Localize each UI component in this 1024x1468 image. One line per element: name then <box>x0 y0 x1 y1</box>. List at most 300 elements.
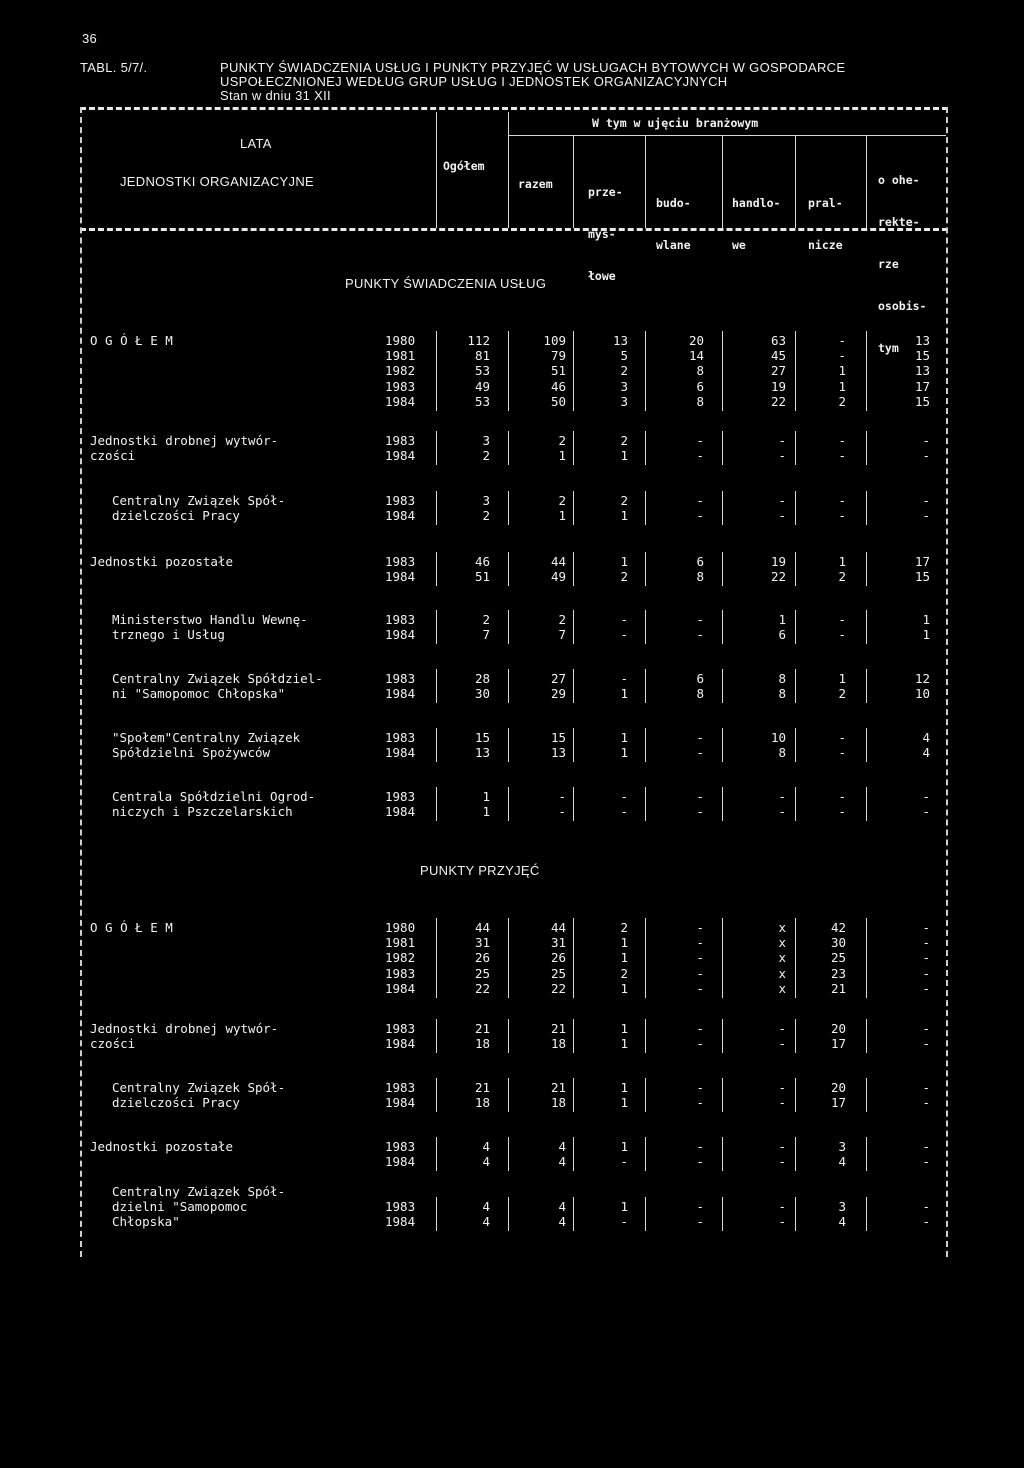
value-cell: 3 <box>838 1199 846 1214</box>
group-label: ni "Samopomoc Chłopska" <box>112 686 286 702</box>
value-cell: 3 <box>838 1139 846 1154</box>
header-przemyslowe-1: prze- <box>588 185 623 199</box>
value-cell: - <box>922 965 930 981</box>
column-rule <box>573 1019 574 1053</box>
value-cell: - <box>558 789 566 804</box>
value-cell: - <box>696 627 704 643</box>
value-cell: - <box>696 1095 704 1111</box>
value-cell: - <box>696 1154 704 1170</box>
value-cell: - <box>696 1080 704 1095</box>
value-cell: 20 <box>688 333 704 348</box>
value-cell: 31 <box>550 935 566 951</box>
column-rule <box>508 552 509 586</box>
year-cell: 1983 <box>385 554 416 569</box>
value-cell: - <box>838 433 846 448</box>
column-rule <box>436 787 437 821</box>
value-cell: 2 <box>620 569 628 585</box>
group-label: O G Ó Ł E M <box>90 920 173 935</box>
column-rule <box>866 610 867 644</box>
value-cell: - <box>838 448 846 464</box>
value-cell: - <box>922 950 930 966</box>
value-cell: 2 <box>620 965 628 981</box>
column-rule <box>573 331 574 411</box>
column-rule <box>508 491 509 525</box>
column-rule <box>795 1197 796 1231</box>
value-cell: 1 <box>620 980 628 996</box>
value-cell: - <box>696 448 704 464</box>
value-cell: - <box>696 1199 704 1214</box>
column-rule <box>866 1197 867 1231</box>
value-cell: 79 <box>550 348 566 364</box>
value-cell: 1 <box>620 554 628 569</box>
column-rule <box>508 1197 509 1231</box>
value-cell: 5 <box>620 348 628 364</box>
value-cell: 15 <box>914 569 930 585</box>
year-cell: 1980 <box>385 920 416 935</box>
value-cell: 3 <box>482 493 490 508</box>
value-cell: - <box>558 804 566 820</box>
value-cell: 2 <box>558 612 566 627</box>
column-rule <box>508 728 509 762</box>
value-cell: 4 <box>558 1214 566 1230</box>
value-cell: 53 <box>474 363 490 379</box>
value-cell: 4 <box>558 1154 566 1170</box>
group-label: Chłopska" <box>112 1214 180 1230</box>
value-cell: 42 <box>830 920 846 935</box>
header-wtym: W tym w ujęciu branżowym <box>592 116 759 130</box>
value-cell: 4 <box>558 1139 566 1154</box>
value-cell: x <box>778 920 786 935</box>
column-rule <box>722 918 723 998</box>
value-cell: - <box>838 612 846 627</box>
header-col-divider <box>866 135 867 228</box>
value-cell: 2 <box>620 920 628 935</box>
year-cell: 1983 <box>385 378 416 394</box>
value-cell: 29 <box>550 686 566 702</box>
value-cell: - <box>838 789 846 804</box>
value-cell: 8 <box>696 569 704 585</box>
value-cell: 1 <box>558 508 566 524</box>
year-cell: 1984 <box>385 1154 416 1170</box>
column-rule <box>866 491 867 525</box>
column-rule <box>645 669 646 703</box>
column-rule <box>436 491 437 525</box>
header-przemyslowe <box>588 157 623 297</box>
value-cell: - <box>696 1021 704 1036</box>
value-cell: - <box>922 1021 930 1036</box>
value-cell: - <box>620 671 628 686</box>
column-rule <box>436 431 437 465</box>
value-cell: 1 <box>620 935 628 951</box>
value-cell: 15 <box>914 393 930 409</box>
year-cell: 1983 <box>385 671 416 686</box>
year-cell: 1984 <box>385 804 416 820</box>
value-cell: 8 <box>696 686 704 702</box>
table-right-border <box>946 107 948 1257</box>
header-pralnicze-1: pral- <box>808 196 843 210</box>
value-cell: 18 <box>474 1095 490 1111</box>
column-rule <box>436 1078 437 1112</box>
value-cell: 4 <box>558 1199 566 1214</box>
table-top-border <box>80 107 948 110</box>
column-rule <box>795 1137 796 1171</box>
year-cell: 1984 <box>385 448 416 464</box>
value-cell: - <box>696 1139 704 1154</box>
column-rule <box>722 1078 723 1112</box>
page-number: 36 <box>82 31 98 46</box>
value-cell: - <box>620 1154 628 1170</box>
header-budowlane-1: budo- <box>656 196 691 210</box>
value-cell: 3 <box>620 393 628 409</box>
column-rule <box>645 787 646 821</box>
group-label: niczych i Pszczelarskich <box>112 804 293 820</box>
value-cell: 8 <box>696 363 704 379</box>
value-cell: 17 <box>914 554 930 569</box>
column-rule <box>795 918 796 998</box>
column-rule <box>795 552 796 586</box>
table-id: TABL. 5/7/. <box>80 60 148 75</box>
value-cell: 49 <box>550 569 566 585</box>
value-cell: x <box>778 950 786 966</box>
value-cell: 2 <box>620 493 628 508</box>
column-rule <box>573 1197 574 1231</box>
column-rule <box>866 787 867 821</box>
value-cell: 20 <box>830 1021 846 1036</box>
value-cell: 21 <box>550 1080 566 1095</box>
column-rule <box>645 1019 646 1053</box>
value-cell: - <box>922 935 930 951</box>
value-cell: 10 <box>914 686 930 702</box>
column-rule <box>866 1078 867 1112</box>
value-cell: - <box>620 804 628 820</box>
column-rule <box>795 1019 796 1053</box>
value-cell: 22 <box>770 393 786 409</box>
column-rule <box>795 787 796 821</box>
year-cell: 1984 <box>385 686 416 702</box>
header-handlowe-2: we <box>732 238 746 252</box>
value-cell: 6 <box>696 554 704 569</box>
value-cell: 1 <box>620 1036 628 1052</box>
value-cell: - <box>838 348 846 364</box>
value-cell: 20 <box>830 1080 846 1095</box>
header-osobistym-5: tym <box>878 341 899 355</box>
group-label: dzielczości Pracy <box>112 1095 240 1111</box>
value-cell: 51 <box>474 569 490 585</box>
value-cell: - <box>778 493 786 508</box>
value-cell: 2 <box>838 393 846 409</box>
value-cell: 21 <box>474 1021 490 1036</box>
section-title-punkty-przyjec: PUNKTY PRZYJĘĆ <box>420 863 540 878</box>
header-col-divider <box>795 135 796 228</box>
value-cell: - <box>696 965 704 981</box>
value-cell: 1 <box>620 950 628 966</box>
value-cell: - <box>838 730 846 745</box>
column-rule <box>722 1137 723 1171</box>
group-label: Jednostki pozostałe <box>90 1139 233 1154</box>
year-cell: 1984 <box>385 627 416 643</box>
header-col-divider <box>436 112 437 228</box>
header-pralnicze-2: nicze <box>808 238 843 252</box>
value-cell: 44 <box>550 554 566 569</box>
value-cell: 22 <box>474 980 490 996</box>
value-cell: - <box>922 433 930 448</box>
value-cell: - <box>922 920 930 935</box>
header-col-divider <box>573 135 574 228</box>
value-cell: 1 <box>620 1095 628 1111</box>
year-cell: 1984 <box>385 508 416 524</box>
value-cell: - <box>696 1036 704 1052</box>
value-cell: 4 <box>482 1139 490 1154</box>
value-cell: 4 <box>482 1154 490 1170</box>
header-jednostki: JEDNOSTKI ORGANIZACYJNE <box>120 174 314 189</box>
column-rule <box>508 787 509 821</box>
column-rule <box>508 1078 509 1112</box>
column-rule <box>866 1137 867 1171</box>
year-cell: 1983 <box>385 1199 416 1214</box>
value-cell: - <box>838 333 846 348</box>
value-cell: - <box>922 448 930 464</box>
value-cell: - <box>696 935 704 951</box>
value-cell: 4 <box>482 1199 490 1214</box>
value-cell: 4 <box>922 745 930 761</box>
header-razem: razem <box>518 177 553 191</box>
value-cell: 4 <box>482 1214 490 1230</box>
column-rule <box>573 1078 574 1112</box>
value-cell: 17 <box>914 378 930 394</box>
section-title-punkty-swiadczenia: PUNKTY ŚWIADCZENIA USŁUG <box>345 276 547 291</box>
value-cell: - <box>922 1036 930 1052</box>
value-cell: 18 <box>550 1095 566 1111</box>
value-cell: 3 <box>482 433 490 448</box>
value-cell: 112 <box>467 333 490 348</box>
value-cell: 8 <box>778 686 786 702</box>
column-rule <box>573 669 574 703</box>
value-cell: 6 <box>778 627 786 643</box>
value-cell: 4 <box>838 1214 846 1230</box>
group-label: trznego i Usług <box>112 627 225 643</box>
column-rule <box>573 552 574 586</box>
column-rule <box>645 552 646 586</box>
value-cell: 1 <box>778 612 786 627</box>
value-cell: 26 <box>474 950 490 966</box>
value-cell: 17 <box>830 1036 846 1052</box>
value-cell: 1 <box>482 804 490 820</box>
column-rule <box>573 610 574 644</box>
header-przemyslowe-2: mys- <box>588 227 616 241</box>
column-rule <box>508 610 509 644</box>
value-cell: 2 <box>620 363 628 379</box>
column-rule <box>722 669 723 703</box>
value-cell: 46 <box>474 554 490 569</box>
group-label: czości <box>90 1036 136 1052</box>
value-cell: - <box>922 1199 930 1214</box>
column-rule <box>508 331 509 411</box>
value-cell: - <box>778 1021 786 1036</box>
column-rule <box>573 918 574 998</box>
column-rule <box>722 610 723 644</box>
column-rule <box>722 728 723 762</box>
column-rule <box>722 491 723 525</box>
column-rule <box>645 1078 646 1112</box>
value-cell: 49 <box>474 378 490 394</box>
value-cell: 1 <box>838 671 846 686</box>
column-rule <box>795 728 796 762</box>
column-rule <box>573 1137 574 1171</box>
value-cell: - <box>696 493 704 508</box>
value-cell: 45 <box>770 348 786 364</box>
year-cell: 1984 <box>385 1214 416 1230</box>
year-cell: 1984 <box>385 569 416 585</box>
column-rule <box>645 728 646 762</box>
header-lata: LATA <box>240 136 272 151</box>
header-handlowe-1: handlo- <box>732 196 781 210</box>
value-cell: - <box>620 627 628 643</box>
group-label: Ministerstwo Handlu Wewnę- <box>112 612 308 627</box>
value-cell: - <box>778 1080 786 1095</box>
value-cell: 109 <box>543 333 566 348</box>
value-cell: 1 <box>838 554 846 569</box>
column-rule <box>436 552 437 586</box>
column-rule <box>436 669 437 703</box>
header-osobistym-1: o ohe- <box>878 173 920 187</box>
column-rule <box>722 552 723 586</box>
group-label: O G Ó Ł E M <box>90 333 173 348</box>
value-cell: 18 <box>550 1036 566 1052</box>
header-col-divider <box>722 135 723 228</box>
title-line-2: USPOŁECZNIONEJ WEDŁUG GRUP USŁUG I JEDNOSTEK ORGANIZACYJNYCH <box>220 74 728 89</box>
value-cell: - <box>696 1214 704 1230</box>
column-rule <box>866 918 867 998</box>
column-rule <box>573 431 574 465</box>
value-cell: 1 <box>620 1199 628 1214</box>
column-rule <box>645 918 646 998</box>
column-rule <box>866 552 867 586</box>
value-cell: - <box>696 745 704 761</box>
group-label: Centralny Związek Spółdziel- <box>112 671 323 686</box>
value-cell: 28 <box>474 671 490 686</box>
header-ogolem: Ogółem <box>443 159 485 173</box>
group-label: Centralny Związek Spół- <box>112 493 286 508</box>
value-cell: 1 <box>620 745 628 761</box>
year-cell: 1984 <box>385 745 416 761</box>
value-cell: - <box>696 508 704 524</box>
value-cell: 81 <box>474 348 490 364</box>
header-pralnicze <box>808 168 843 266</box>
value-cell: - <box>778 789 786 804</box>
value-cell: 13 <box>474 745 490 761</box>
value-cell: - <box>922 1214 930 1230</box>
column-rule <box>508 1019 509 1053</box>
column-rule <box>795 431 796 465</box>
value-cell: 21 <box>550 1021 566 1036</box>
value-cell: - <box>838 493 846 508</box>
value-cell: - <box>778 804 786 820</box>
column-rule <box>795 331 796 411</box>
value-cell: - <box>620 1214 628 1230</box>
year-cell: 1984 <box>385 393 416 409</box>
value-cell: - <box>922 1139 930 1154</box>
year-cell: 1983 <box>385 1021 416 1036</box>
group-label: Jednostki pozostałe <box>90 554 233 569</box>
value-cell: 15 <box>550 730 566 745</box>
value-cell: 30 <box>830 935 846 951</box>
value-cell: 50 <box>550 393 566 409</box>
column-rule <box>645 431 646 465</box>
value-cell: 25 <box>550 965 566 981</box>
value-cell: - <box>778 448 786 464</box>
column-rule <box>866 669 867 703</box>
column-rule <box>866 728 867 762</box>
column-rule <box>795 1078 796 1112</box>
value-cell: 1 <box>922 612 930 627</box>
group-label: Spółdzielni Spożywców <box>112 745 271 761</box>
value-cell: 31 <box>474 935 490 951</box>
value-cell: 63 <box>770 333 786 348</box>
column-rule <box>573 491 574 525</box>
value-cell: 1 <box>620 1080 628 1095</box>
year-cell: 1983 <box>385 612 416 627</box>
value-cell: x <box>778 980 786 996</box>
value-cell: 30 <box>474 686 490 702</box>
column-rule <box>722 1197 723 1231</box>
value-cell: - <box>838 508 846 524</box>
value-cell: 6 <box>696 378 704 394</box>
value-cell: 22 <box>770 569 786 585</box>
value-cell: 19 <box>770 554 786 569</box>
value-cell: 46 <box>550 378 566 394</box>
column-rule <box>722 1019 723 1053</box>
value-cell: 44 <box>474 920 490 935</box>
title-line-1: PUNKTY ŚWIADCZENIA USŁUG I PUNKTY PRZYJĘĆ W USŁUGACH BYTOWYCH W GOSPODARCE <box>220 60 846 75</box>
value-cell: - <box>778 1214 786 1230</box>
value-cell: - <box>696 920 704 935</box>
value-cell: - <box>922 508 930 524</box>
value-cell: 15 <box>914 348 930 364</box>
value-cell: - <box>696 980 704 996</box>
group-label: "Społem"Centralny Związek <box>112 730 301 745</box>
value-cell: 10 <box>770 730 786 745</box>
value-cell: 13 <box>550 745 566 761</box>
value-cell: 2 <box>838 686 846 702</box>
value-cell: - <box>922 980 930 996</box>
year-cell: 1982 <box>385 363 416 379</box>
value-cell: - <box>838 804 846 820</box>
value-cell: - <box>922 804 930 820</box>
column-rule <box>508 431 509 465</box>
value-cell: 15 <box>474 730 490 745</box>
header-budowlane-2: wlane <box>656 238 691 252</box>
group-label: Jednostki drobnej wytwór- <box>90 433 279 448</box>
value-cell: 8 <box>696 393 704 409</box>
year-cell: 1982 <box>385 950 416 966</box>
year-cell: 1983 <box>385 433 416 448</box>
value-cell: 26 <box>550 950 566 966</box>
value-cell: 2 <box>620 433 628 448</box>
value-cell: 27 <box>550 671 566 686</box>
column-rule <box>645 1137 646 1171</box>
value-cell: 1 <box>838 378 846 394</box>
value-cell: 25 <box>830 950 846 966</box>
value-cell: 1 <box>620 508 628 524</box>
column-rule <box>722 431 723 465</box>
group-label: czości <box>90 448 136 464</box>
value-cell: 4 <box>922 730 930 745</box>
year-cell: 1983 <box>385 789 416 804</box>
column-rule <box>436 331 437 411</box>
column-rule <box>508 1137 509 1171</box>
value-cell: 1 <box>620 686 628 702</box>
value-cell: 17 <box>830 1095 846 1111</box>
